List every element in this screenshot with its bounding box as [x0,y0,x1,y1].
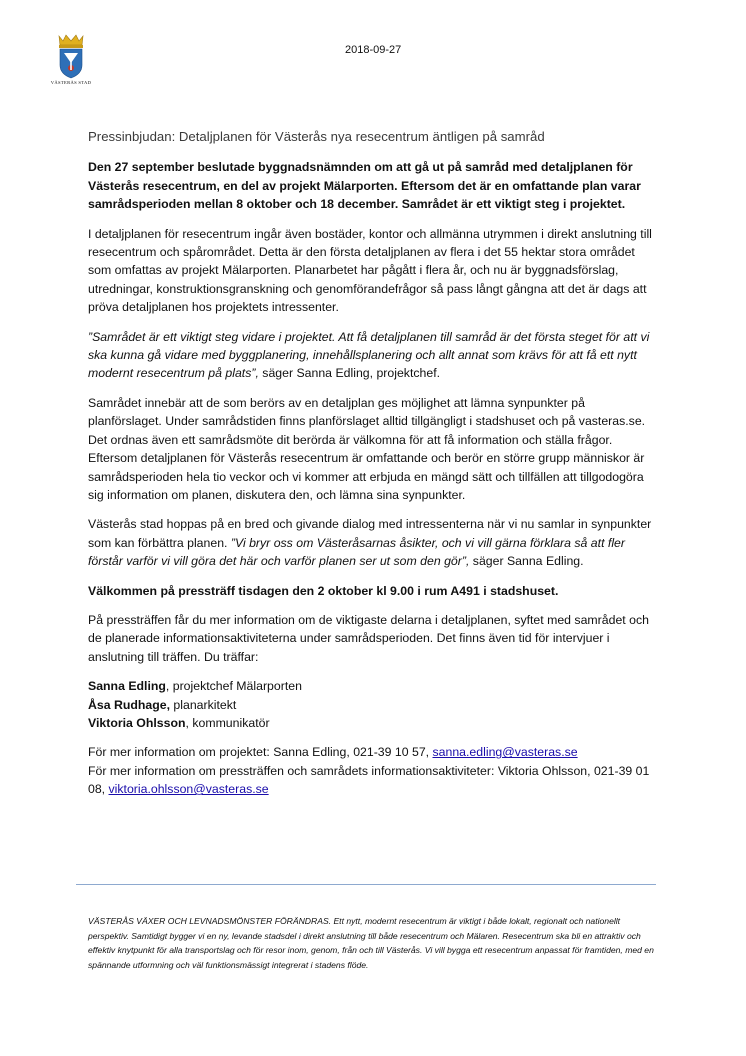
email-link-viktoria[interactable]: viktoria.ohlsson@vasteras.se [108,782,269,797]
paragraph-3 [88,515,660,570]
vasteras-logo [48,33,94,85]
footer-divider [76,884,656,885]
document-date: 2018-09-27 [345,44,402,56]
contact-2-text: För mer information om pressträffen och samrådets informationsaktiviteter: Viktoria Ohlsson, 021-39 01 08, [88,763,650,797]
person-item [88,714,660,732]
contact-info [88,743,660,798]
quote-2-attribution: säger Sanna Edling. [469,554,584,569]
paragraph-4: På pressträffen får du mer information om de viktigaste delarna i detaljplanen, syftet med samrådet och de planerade informationsaktiviteterna under samrådsperioden. Det finns även tid för intervjuer i anslutning till träffen. Du träffar: [88,612,649,664]
invitation: Välkommen på pressträff tisdagen den 2 oktober kl 9.00 i rum A491 i stadshuset. [88,583,559,598]
contact-1-text: För mer information om projektet: Sanna Edling, 021-39 10 57, [88,745,433,760]
contact-line-2 [88,762,660,799]
person-name: Åsa Rudhage, [88,697,170,712]
lead-paragraph: Den 27 september beslutade byggnadsnämnden om att gå ut på samråd med detaljplanen för Västerås resecentrum, en del av projekt Mälarporten. Eftersom det är en omfattande plan varar samrådsperioden mellan 8 oktober och 18 december. Samrådet är ett viktigt steg i projektet. [88,160,641,212]
person-role: , projektchef Mälarporten [165,679,302,694]
document-title: Pressinbjudan: Detaljplanen för Västerås nya resecentrum äntligen på samråd [88,129,545,144]
person-name: Sanna Edling [88,679,166,694]
person-item [88,696,660,714]
contact-line-1 [88,743,660,761]
person-name: Viktoria Ohlsson [88,715,186,730]
footer [88,914,660,972]
quote-1-attribution: säger Sanna Edling, projektchef. [258,366,441,381]
quote-paragraph-1 [88,328,660,383]
quote-2: ”Vi bryr oss om Västeråsarnas åsikter, och vi vill gärna förklara så att fler förstår varför vi vill göra det här och varför planen ser ut som den gör”, [88,535,625,569]
footer-text: VÄSTERÅS VÄXER OCH LEVNADSMÖNSTER FÖRÄNDRAS. Ett nytt, modernt resecentrum är viktigt i både lokalt, regionalt och nationellt perspektiv. Samtidigt bygger vi en ny, levande stadsdel i direkt anslutning till både resecentrum och Mälaren. Resecentrum ska bli en attraktiv och effektiv knytpunkt för alla transportslag och för resor inom, genom, från och till Västerås. Vi vill bygga ett resecentrum anpassat för framtiden, med en spännande utformning och väl funktionsmässigt integrerat i stadens flöde. [88,916,654,970]
logo-text: VÄSTERÅS STAD [50,80,92,85]
paragraph-1: I detaljplanen för resecentrum ingår även bostäder, kontor och allmänna utrymmen i direkt anslutning till resecentrum och spårområdet. Detta är den första detaljplanen av flera i det 55 hektar stora området som omfattas av projekt Mälarporten. Planarbetet har pågått i flera år, och nu är byggnadsförslag, utredningar, konstruktionsgranskning och genomförandefrågor så pass långt gångna att det är dags att pröva detaljplanen hos projektets intressenter. [88,226,652,315]
paragraph-3-start: Västerås stad hoppas på en bred och givande dialog med intressenterna när vi nu samlar in synpunkter som kan förbättra planen. [88,517,652,550]
person-role: planarkitekt [170,697,237,712]
person-item [88,677,660,695]
email-link-sanna[interactable]: sanna.edling@vasteras.se [432,745,578,760]
coat-of-arms-icon [56,33,86,79]
paragraph-2: Samrådet innebär att de som berörs av en detaljplan ges möjlighet att lämna synpunkter på planförslaget. Under samrådstiden finns planförslaget alltid tillgängligt i stadshuset och på vasteras.se. Det ordnas även ett samrådsmöte dit berörda är välkomna för att få information och ställa frågor. Eftersom detaljplanen för Västerås resecentrum är omfattande och berör en större grupp människor är samrådsperioden hela tio veckor och vi kommer att erbjuda en mängd sätt och tillfällen att tillgodogöra sig information om planen, diskutera den, och lämna sina synpunkter. [88,395,646,502]
person-role: , kommunikatör [185,715,270,730]
people-list [88,677,660,732]
document-body [88,128,660,799]
quote-1: ”Samrådet är ett viktigt steg vidare i projektet. Att få detaljplanen till samråd är det första steget för att vi ska kunna gå vidare med byggplanering, innehållsplanering och allt annat som krävs för att få ett nytt modernt resecentrum på plats”, [88,329,650,381]
